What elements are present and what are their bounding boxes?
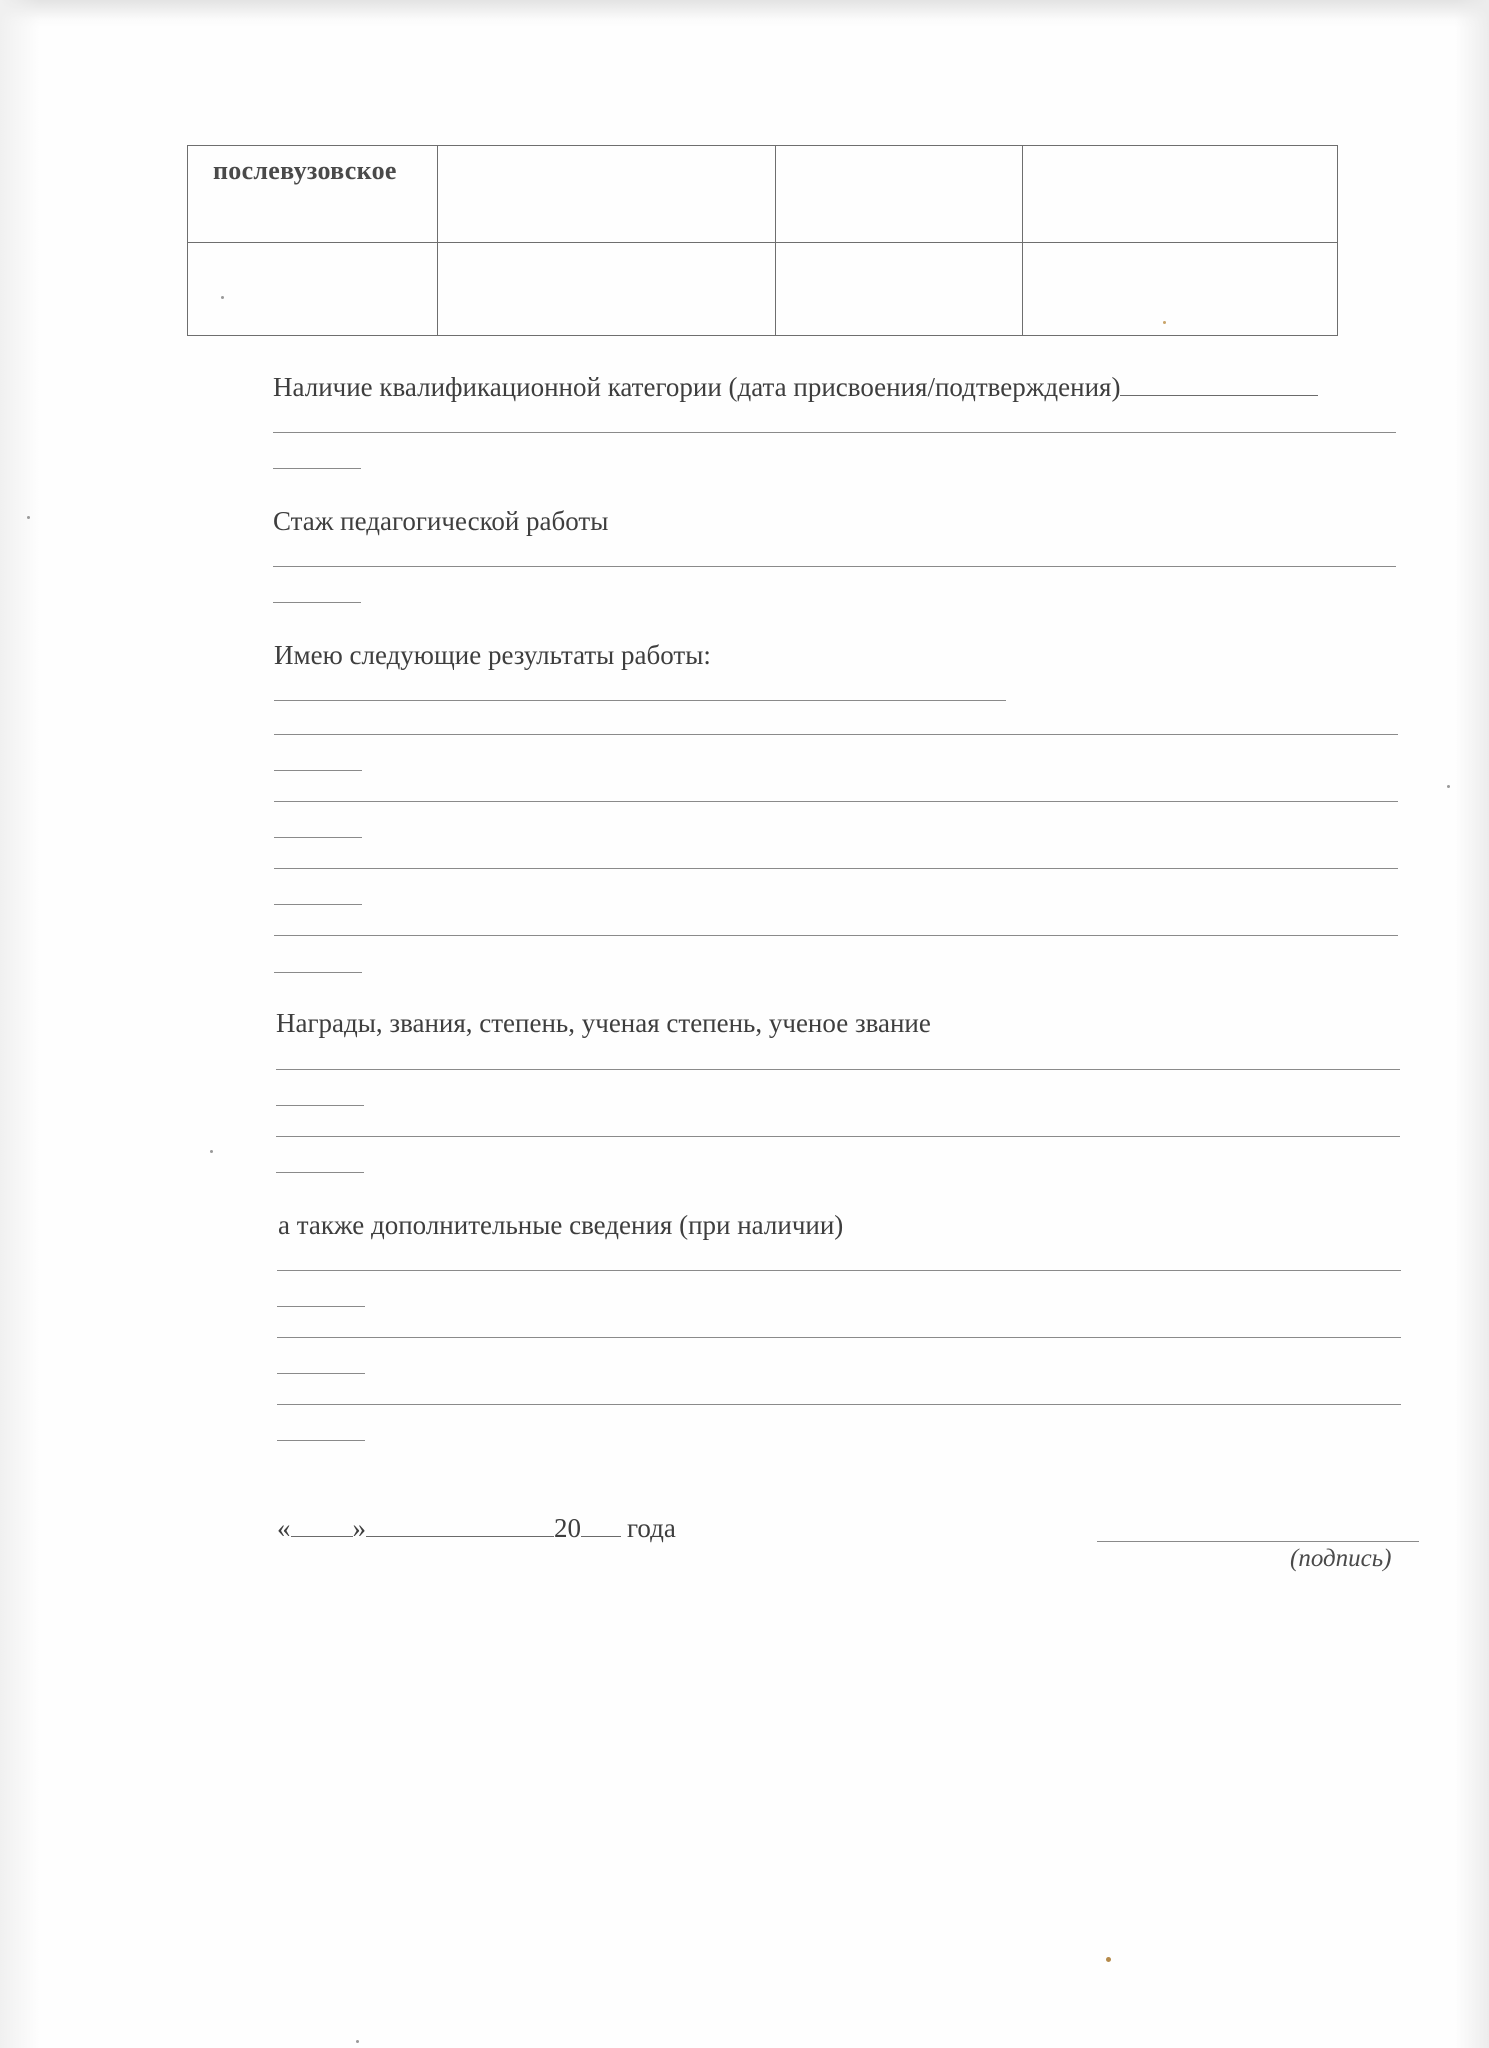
additional-line[interactable] xyxy=(277,1337,1401,1338)
additional-label: а также дополнительные сведения (при наличии) xyxy=(278,1210,844,1240)
qualification-section xyxy=(273,372,1318,403)
additional-line-end[interactable] xyxy=(277,1306,365,1307)
year-prefix: 20 xyxy=(554,1513,581,1543)
scan-speck xyxy=(1106,1957,1111,1962)
results-label: Имею следующие результаты работы: xyxy=(274,640,711,670)
signature-caption: (подпись) xyxy=(1290,1545,1392,1572)
qualification-label: Наличие квалификационной категории (дата присвоения/подтверждения) xyxy=(273,372,1121,402)
table-cell[interactable] xyxy=(776,243,1023,336)
results-line[interactable] xyxy=(274,868,1398,869)
additional-line-end[interactable] xyxy=(277,1440,365,1441)
scan-speck xyxy=(27,516,30,519)
results-line-end[interactable] xyxy=(274,972,362,973)
awards-line[interactable] xyxy=(276,1136,1400,1137)
scan-speck xyxy=(221,296,224,299)
day-blank[interactable] xyxy=(291,1535,353,1537)
qualification-line[interactable] xyxy=(273,432,1396,433)
table-cell xyxy=(188,146,438,243)
year-blank[interactable] xyxy=(581,1535,621,1537)
awards-line[interactable] xyxy=(276,1069,1400,1070)
awards-line-end[interactable] xyxy=(276,1105,364,1106)
table-cell[interactable] xyxy=(438,243,776,336)
results-line-first[interactable] xyxy=(274,700,1006,701)
qualification-blank[interactable] xyxy=(1120,394,1318,396)
date-field xyxy=(277,1513,676,1544)
open-quote: « xyxy=(277,1513,291,1543)
results-line[interactable] xyxy=(274,734,1398,735)
table-cell[interactable] xyxy=(438,146,776,243)
table-row xyxy=(188,146,1338,243)
additional-line[interactable] xyxy=(277,1270,1401,1271)
awards-label: Награды, звания, степень, ученая степень, ученое звание xyxy=(276,1008,931,1038)
results-line[interactable] xyxy=(274,935,1398,936)
close-quote: » xyxy=(352,1513,366,1543)
table-cell[interactable] xyxy=(188,243,438,336)
experience-line[interactable] xyxy=(273,566,1396,567)
additional-line-end[interactable] xyxy=(277,1373,365,1374)
scan-speck xyxy=(210,1150,213,1153)
scan-speck xyxy=(1447,785,1450,788)
results-line[interactable] xyxy=(274,801,1398,802)
year-suffix: года xyxy=(627,1513,676,1543)
results-line-end[interactable] xyxy=(274,770,362,771)
scan-speck xyxy=(356,2040,359,2043)
qualification-line-end[interactable] xyxy=(273,468,361,469)
experience-line-end[interactable] xyxy=(273,602,361,603)
results-line-end[interactable] xyxy=(274,904,362,905)
table-cell[interactable] xyxy=(1023,243,1338,336)
experience-label: Стаж педагогической работы xyxy=(273,506,609,536)
scan-edge-top xyxy=(0,0,1489,28)
scan-edge-left xyxy=(0,0,40,2048)
postgraduate-label: послевузовское xyxy=(213,156,397,185)
scan-edge-right xyxy=(1455,0,1489,2048)
awards-line-end[interactable] xyxy=(276,1172,364,1173)
table-cell[interactable] xyxy=(1023,146,1338,243)
signature-line[interactable] xyxy=(1097,1541,1419,1542)
table-cell[interactable] xyxy=(776,146,1023,243)
scan-speck xyxy=(1163,321,1166,324)
education-table xyxy=(187,145,1338,336)
additional-line[interactable] xyxy=(277,1404,1401,1405)
month-blank[interactable] xyxy=(366,1535,554,1537)
results-line-end[interactable] xyxy=(274,837,362,838)
